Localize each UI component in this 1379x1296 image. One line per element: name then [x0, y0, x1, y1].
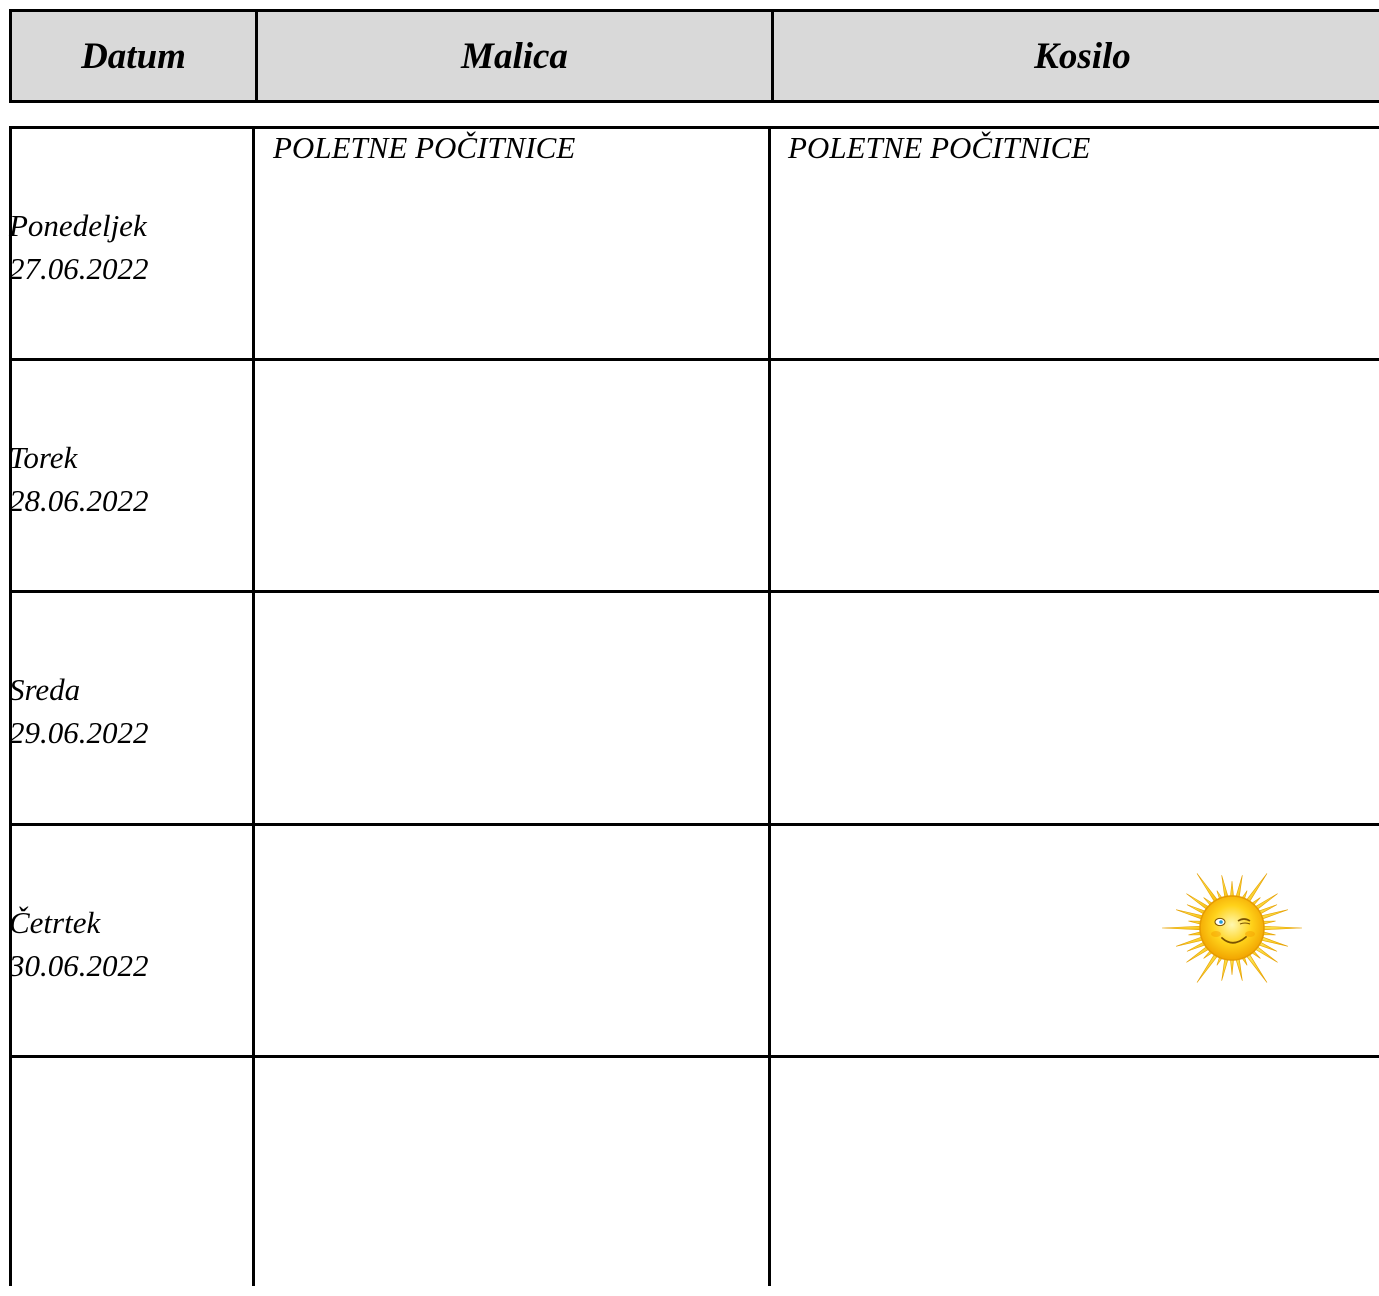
sun-ray — [1260, 926, 1302, 930]
day-name: Sreda — [9, 672, 81, 707]
winking-sun-icon — [1160, 866, 1310, 998]
row-divider — [9, 823, 1379, 826]
header-date: Datum — [81, 35, 186, 77]
day-name: Torek — [9, 440, 78, 475]
table-row-date — [9, 901, 239, 987]
header-lunch: Kosilo — [771, 12, 1379, 100]
table-row-date — [9, 668, 239, 754]
snack-cell: POLETNE POČITNICE — [273, 130, 576, 165]
row-divider — [9, 126, 1379, 129]
table-header — [9, 9, 1379, 103]
day-date: 28.06.2022 — [9, 483, 149, 518]
column-divider — [768, 126, 771, 1286]
lunch-cell: POLETNE POČITNICE — [788, 130, 1091, 165]
table-row-date — [9, 436, 239, 522]
column-divider — [252, 126, 255, 1286]
table-row-date — [9, 204, 239, 290]
sun-ray — [1162, 926, 1204, 930]
row-divider — [9, 590, 1379, 593]
header-snack: Malica — [255, 12, 771, 100]
day-date: 27.06.2022 — [9, 251, 149, 286]
day-name: Ponedeljek — [9, 208, 147, 243]
day-date: 29.06.2022 — [9, 715, 149, 750]
day-date: 30.06.2022 — [9, 948, 149, 983]
row-divider — [9, 358, 1379, 361]
row-divider — [9, 1055, 1379, 1058]
day-name: Četrtek — [9, 905, 101, 940]
